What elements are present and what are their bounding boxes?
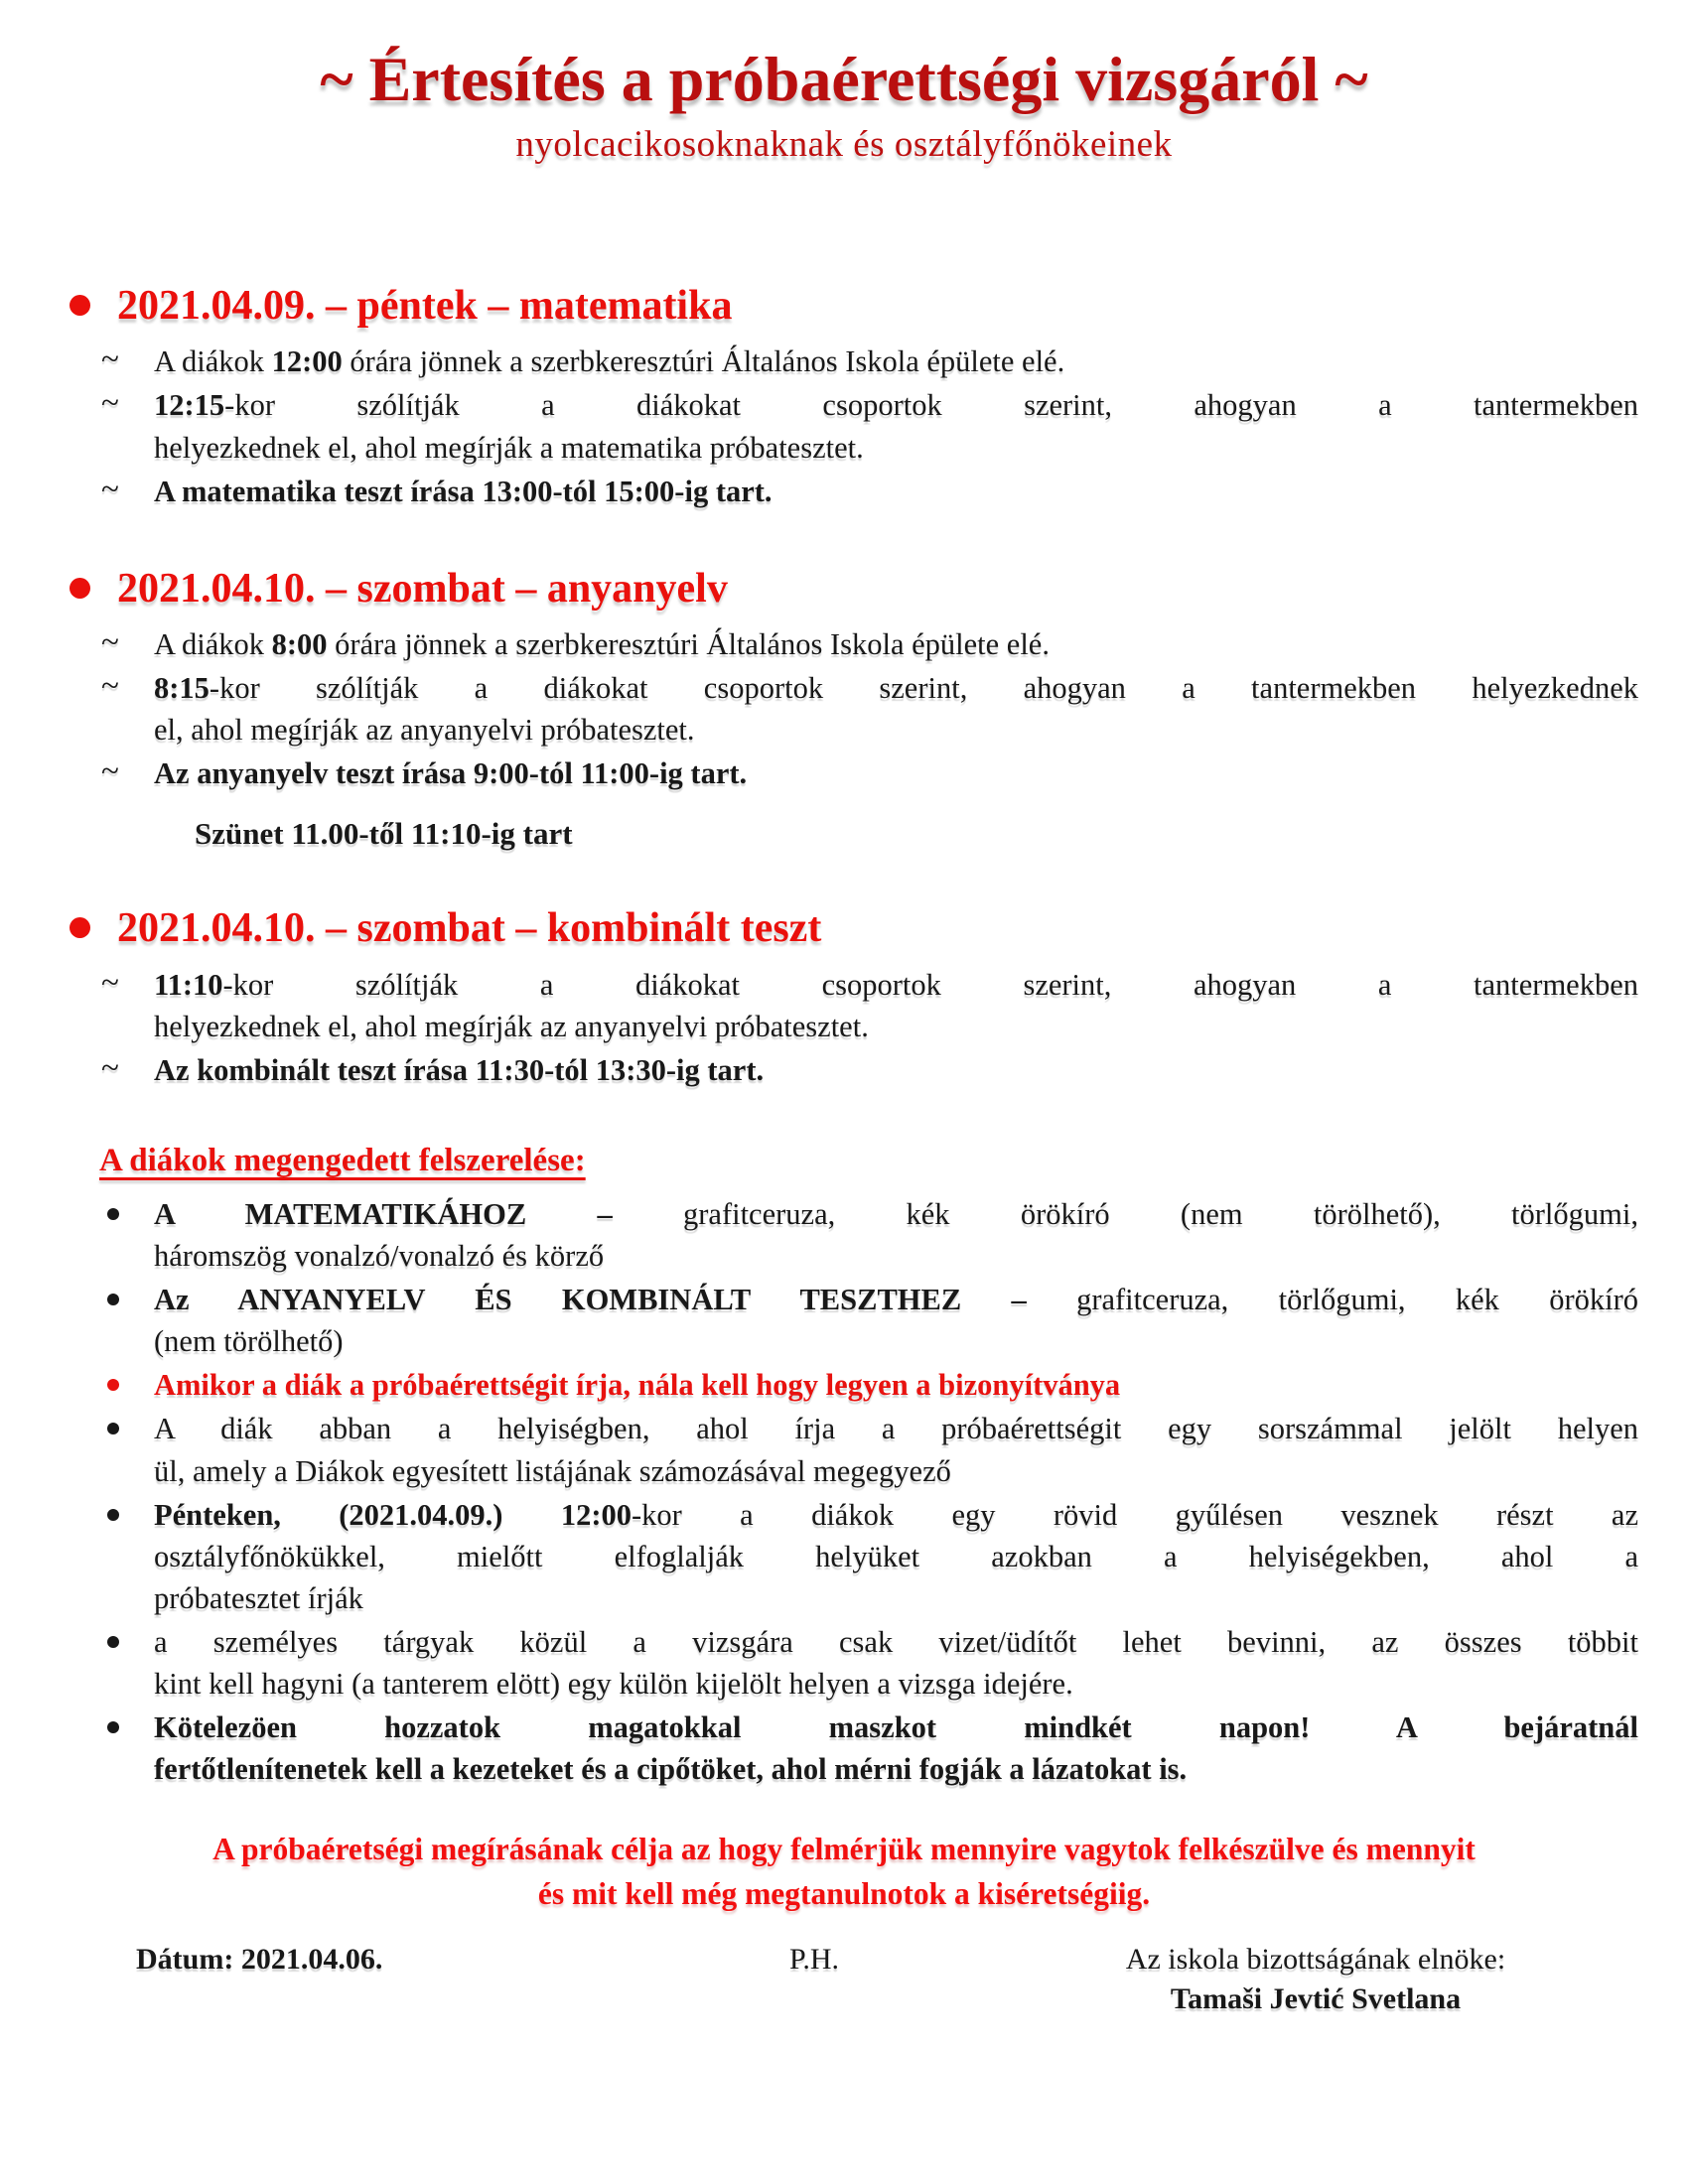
text-line (154, 667, 1638, 709)
text-segment: A diákok (154, 627, 272, 662)
bullet-icon (107, 1509, 119, 1521)
text-line (154, 1193, 1638, 1235)
text-line (154, 1408, 1638, 1449)
text-segment: -kor szólítják a diákokat csoportok szerint, ahogyan a tantermekben helyezkednek (209, 671, 1638, 706)
schedule-item (101, 341, 1638, 382)
text-line (154, 427, 1638, 469)
closing-line: és mit kell még megtanulnotok a kiséretségiig. (537, 1875, 1151, 1911)
schedule-section (0, 564, 1688, 853)
text-segment: Az anyanyelv teszt írása 9:00-tól 11:00-ig tart. (154, 756, 748, 791)
text-segment: fertőtlenítenetek kell a kezeteket és a cipőtöket, ahol mérni fogják a lázatokat is. (154, 1752, 1188, 1787)
text-segment: 8:15 (154, 671, 210, 706)
text-segment: 8:00 (271, 627, 328, 662)
text-line (154, 709, 1638, 751)
footer (0, 1943, 1688, 2072)
text-line (154, 752, 1638, 794)
text-segment: grafitceruza, törlőgumi, kék örökíró (1076, 1283, 1639, 1317)
closing-note (0, 1828, 1688, 1916)
tilde-marker: ~ (101, 471, 119, 507)
equipment-heading: A diákok megengedett felszerelése: (99, 1143, 586, 1179)
text-segment: órára jönnek a szerbkeresztúri Általános Iskola épülete elé. (342, 344, 1065, 379)
tilde-marker: ~ (101, 668, 119, 705)
text-line (154, 1235, 1638, 1277)
text-segment: Az kombinált teszt írása 11:30-tól 13:30-ig tart. (154, 1052, 765, 1087)
schedule-item (101, 964, 1638, 1047)
text-line (154, 1494, 1638, 1536)
text-line (154, 1364, 1638, 1406)
text-segment: próbatesztet írják (154, 1580, 363, 1615)
text-segment: 11:10 (154, 967, 223, 1002)
text-line (154, 623, 1638, 665)
text-segment: -kor szólítják a diákokat csoportok szerint, ahogyan a tantermekben (224, 388, 1638, 423)
text-segment: A diákok (154, 344, 272, 379)
schedule-item (101, 623, 1638, 665)
equipment-item (101, 1621, 1638, 1705)
page-subtitle: nyolcacikosoknaknak és osztályfőnökeinek (515, 124, 1173, 165)
schedule-item (101, 1049, 1638, 1091)
text-segment: grafitceruza, kék örökíró (nem törölhető), törlőgumi, (683, 1197, 1638, 1232)
bullet-icon (107, 1423, 119, 1434)
tilde-marker: ~ (101, 964, 119, 1001)
equipment-item (101, 1706, 1638, 1790)
equipment-list (0, 1193, 1688, 1790)
closing-line: A próbaéretségi megírásának célja az hogy felmérjük mennyire vagytok felkészülve és mennyit (212, 1832, 1476, 1867)
equipment-item (101, 1408, 1638, 1491)
equipment-item (101, 1364, 1638, 1406)
text-line (154, 471, 1638, 512)
text-segment: osztályfőnökükkel, mielőtt elfoglalják helyüket azokban a helyiségekben, ahol a (154, 1539, 1638, 1573)
text-segment: ül, amely a Diákok egyesített listájának számozásával megegyező (154, 1453, 951, 1488)
text-segment: helyezkednek el, ahol megírják a matematika próbatesztet. (154, 430, 864, 465)
text-segment: kint kell hagyni (a tanterem elött) egy külön kijelölt helyen a vizsga idejére. (154, 1666, 1073, 1701)
text-segment: helyezkednek el, ahol megírják az anyanyelvi próbatesztet. (154, 1009, 869, 1043)
schedule-section (0, 903, 1688, 1091)
bullet-icon (107, 1294, 119, 1305)
text-segment: -kor szólítják a diákokat csoportok szerint, ahogyan a tantermekben (222, 967, 1638, 1002)
text-line (154, 1450, 1638, 1492)
text-segment: Amikor a diák a próbaérettségit írja, nála kell hogy legyen a bizonyítványa (154, 1368, 1121, 1403)
text-line (154, 1621, 1638, 1663)
text-segment: A MATEMATIKÁHOZ – (154, 1197, 683, 1232)
text-line (154, 384, 1638, 426)
footer-signature-block (1082, 1943, 1549, 2016)
text-segment: órára jönnek a szerbkeresztúri Általános Iskola épülete elé. (327, 627, 1050, 662)
text-line (154, 1320, 1638, 1362)
text-segment: Pénteken, (2021.04.09.) 12:00 (154, 1497, 632, 1532)
page-title: ~ Értesítés a próbaérettségi vizsgáról ~ (320, 44, 1368, 114)
bullet-icon (107, 1208, 119, 1220)
text-segment: el, ahol megírják az anyanyelvi próbatesztet. (154, 713, 695, 748)
text-line (154, 341, 1638, 382)
signature-label: Az iskola bizottságának elnöke: (1125, 1942, 1506, 1976)
schedule-item (101, 471, 1638, 512)
text-segment: a személyes tárgyak közül a vizsgára csak vizet/üdítőt lehet bevinni, az összes többit (154, 1624, 1638, 1659)
schedule-item (101, 752, 1638, 794)
break-note: Szünet 11.00-től 11:10-ig tart (195, 816, 573, 852)
schedule-item (101, 384, 1638, 468)
text-line (154, 1748, 1638, 1790)
bullet-icon (70, 917, 90, 938)
text-line (154, 1536, 1638, 1577)
section-heading (70, 564, 1688, 614)
bullet-icon (107, 1379, 119, 1391)
bullet-icon (107, 1636, 119, 1648)
text-segment: A matematika teszt írása 13:00-tól 15:00-ig tart. (154, 474, 773, 508)
text-line (154, 1006, 1638, 1047)
tilde-marker: ~ (101, 753, 119, 790)
text-line (154, 1663, 1638, 1705)
section-heading-text: 2021.04.10. – szombat – kombinált teszt (117, 905, 822, 952)
tilde-marker: ~ (101, 1049, 119, 1086)
section-heading (70, 281, 1688, 331)
text-segment: Az ANYANYELV ÉS KOMBINÁLT TESZTHEZ – (154, 1283, 1077, 1317)
text-line (154, 964, 1638, 1006)
footer-date: Dátum: 2021.04.06. (136, 1942, 383, 1976)
text-line (154, 1049, 1638, 1091)
text-segment: 12:00 (271, 344, 343, 379)
section-heading (70, 903, 1688, 953)
text-segment: háromszög vonalzó/vonalzó és körző (154, 1239, 605, 1274)
tilde-marker: ~ (101, 624, 119, 661)
equipment-item (101, 1193, 1638, 1277)
bullet-icon (107, 1721, 119, 1733)
text-line (154, 1577, 1638, 1619)
tilde-marker: ~ (101, 341, 119, 378)
bullet-icon (70, 295, 90, 316)
text-segment: 12:15 (154, 388, 225, 423)
tilde-marker: ~ (101, 385, 119, 422)
signature-name: Tamaši Jevtić Svetlana (1170, 1981, 1462, 2015)
schedule-item (101, 667, 1638, 751)
equipment-item (101, 1279, 1638, 1362)
text-line (154, 1279, 1638, 1320)
text-segment: Kötelezöen hozzatok magatokkal maszkot mindkét napon! A bejáratnál (154, 1709, 1638, 1744)
equipment-item (101, 1494, 1638, 1619)
section-heading-text: 2021.04.10. – szombat – anyanyelv (117, 565, 728, 612)
text-segment: -kor a diákok egy rövid gyűlésen vesznek részt az (632, 1497, 1638, 1532)
schedule-section (0, 281, 1688, 512)
text-segment: (nem törölhető) (154, 1324, 344, 1359)
text-segment: A diák abban a helyiségben, ahol írja a próbaérettségit egy sorszámmal jelölt helyen (154, 1412, 1638, 1446)
text-line (154, 1706, 1638, 1748)
section-heading-text: 2021.04.09. – péntek – matematika (117, 283, 733, 329)
schedule-sections (0, 281, 1688, 1091)
bullet-icon (70, 578, 90, 599)
footer-stamp-placeholder: P.H. (788, 1942, 840, 1976)
